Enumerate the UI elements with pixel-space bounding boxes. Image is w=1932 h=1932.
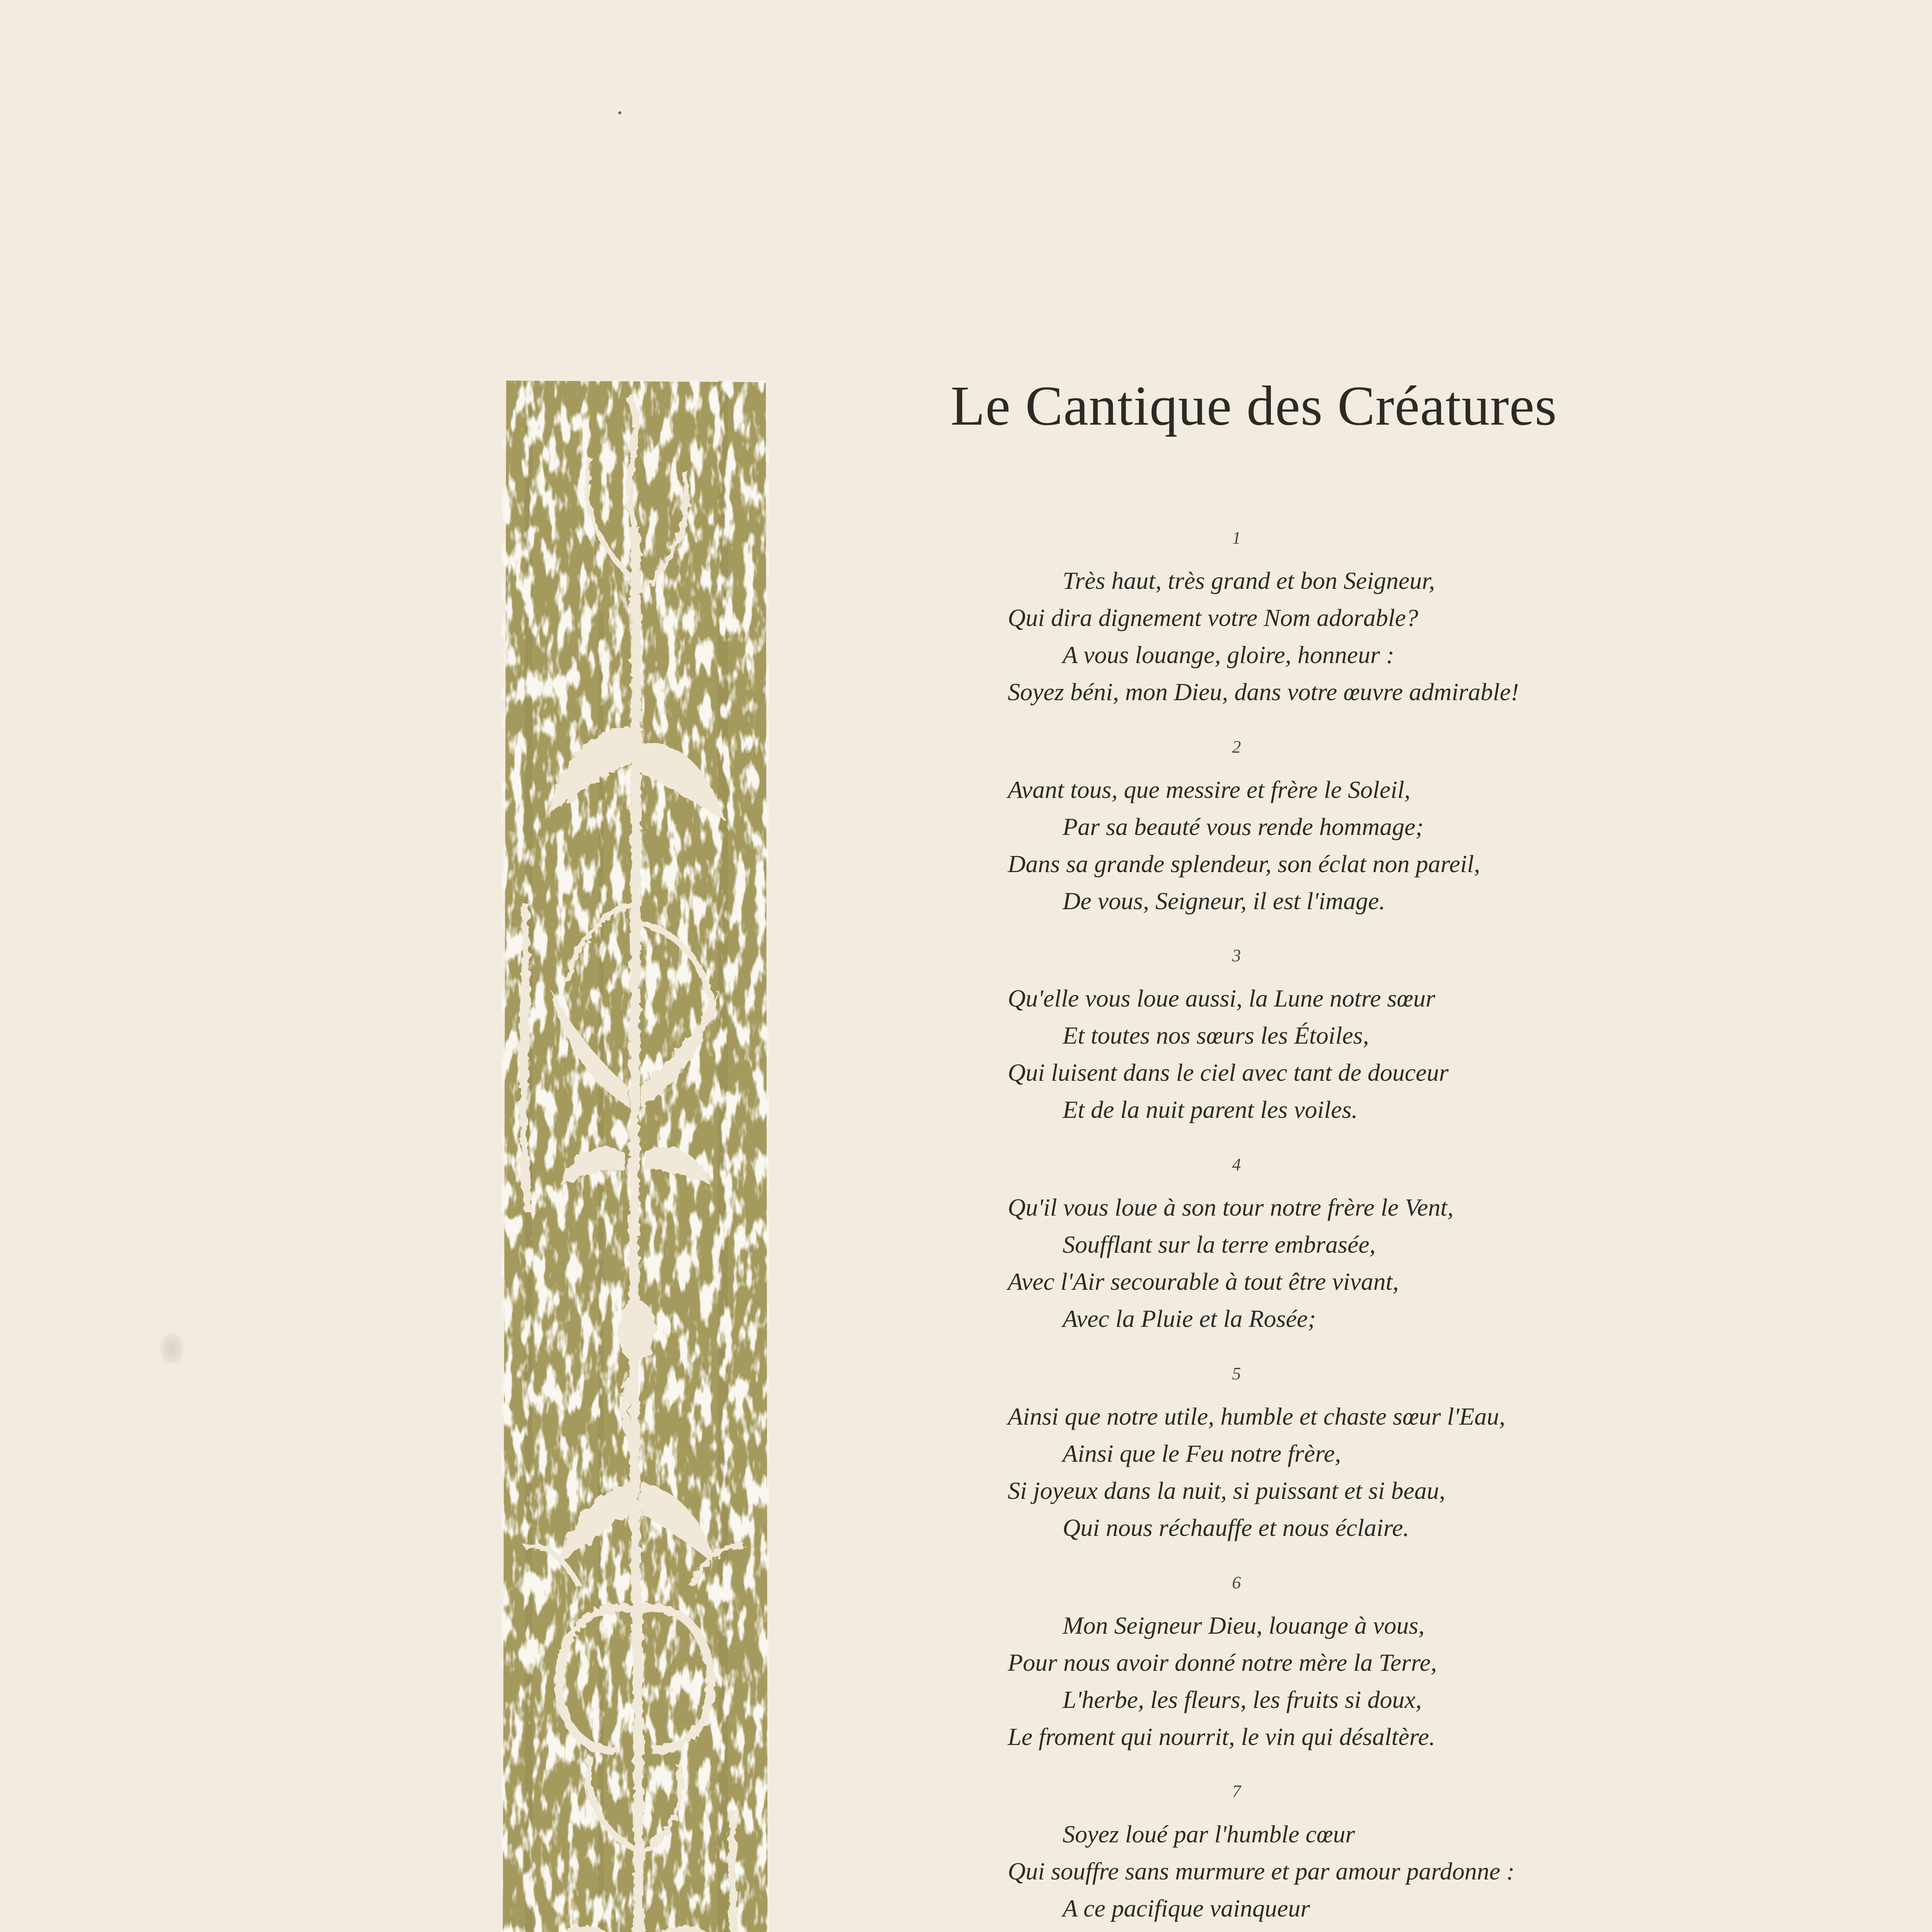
verse-line: Dans sa grande splendeur, son éclat non pareil, <box>1008 850 1480 878</box>
stray-dot <box>618 111 621 114</box>
stanza-number: 3 <box>1232 946 1241 965</box>
verse-line: Avant tous, que messire et frère le Soleil, <box>1008 776 1411 803</box>
verse-line: Qui nous réchauffe et nous éclaire. <box>1063 1514 1409 1541</box>
woodcut-illustration <box>502 381 769 1932</box>
verse-line: Qui souffre sans murmure et par amour pardonne : <box>1008 1857 1515 1885</box>
verse-line: L'herbe, les fleurs, les fruits si doux, <box>1063 1686 1422 1713</box>
verse-line: De vous, Seigneur, il est l'image. <box>1063 887 1385 915</box>
verse-line: Qu'il vous loue à son tour notre frère le Vent, <box>1008 1194 1454 1221</box>
verse-line: Qui dira dignement votre Nom adorable? <box>1008 604 1418 631</box>
verse-line: A ce pacifique vainqueur <box>1063 1895 1310 1922</box>
verse-line: Et de la nuit parent les voiles. <box>1063 1096 1358 1123</box>
verse-line: Par sa beauté vous rende hommage; <box>1063 813 1424 840</box>
stanza-number: 7 <box>1232 1781 1241 1801</box>
verse-line: Soufflant sur la terre embrasée, <box>1063 1231 1376 1258</box>
verse-line: Soyez béni, mon Dieu, dans votre œuvre admirable! <box>1008 678 1519 706</box>
verse-line: Qui luisent dans le ciel avec tant de douceur <box>1008 1059 1449 1086</box>
verse-line: A vous louange, gloire, honneur : <box>1063 641 1395 668</box>
verse-line: Si joyeux dans la nuit, si puissant et si beau, <box>1008 1477 1446 1504</box>
verse-line: Soyez loué par l'humble cœur <box>1063 1820 1355 1848</box>
verse-line: Mon Seigneur Dieu, louange à vous, <box>1063 1612 1425 1639</box>
verse-line: Avec l'Air secourable à tout être vivant, <box>1008 1268 1399 1295</box>
verse-line <box>1008 1927 1450 1932</box>
stanza-number: 1 <box>1232 528 1241 548</box>
stanza-number: 5 <box>1232 1364 1241 1383</box>
verse-line: Qu'elle vous loue aussi, la Lune notre sœur <box>1008 985 1435 1012</box>
poem-title: Le Cantique des Créatures <box>951 374 1557 437</box>
verse-line: Avec la Pluie et la Rosée; <box>1063 1305 1316 1332</box>
woodcut-strip <box>502 381 769 1932</box>
verse-line: Le froment qui nourrit, le vin qui désaltère. <box>1008 1723 1435 1750</box>
verse-line: Ainsi que le Feu notre frère, <box>1063 1440 1341 1467</box>
stanza-number: 4 <box>1232 1155 1241 1174</box>
verse-line: Et toutes nos sœurs les Étoiles, <box>1063 1022 1369 1049</box>
verse-line: Ainsi que notre utile, humble et chaste sœur l'Eau, <box>1008 1403 1505 1430</box>
margin-smudge <box>160 1333 184 1364</box>
stanza-number: 2 <box>1232 737 1241 757</box>
verse-line: Très haut, très grand et bon Seigneur, <box>1063 567 1435 594</box>
verse-line: Pour nous avoir donné notre mère la Terre, <box>1008 1649 1437 1676</box>
stanza-number: 6 <box>1232 1573 1241 1592</box>
